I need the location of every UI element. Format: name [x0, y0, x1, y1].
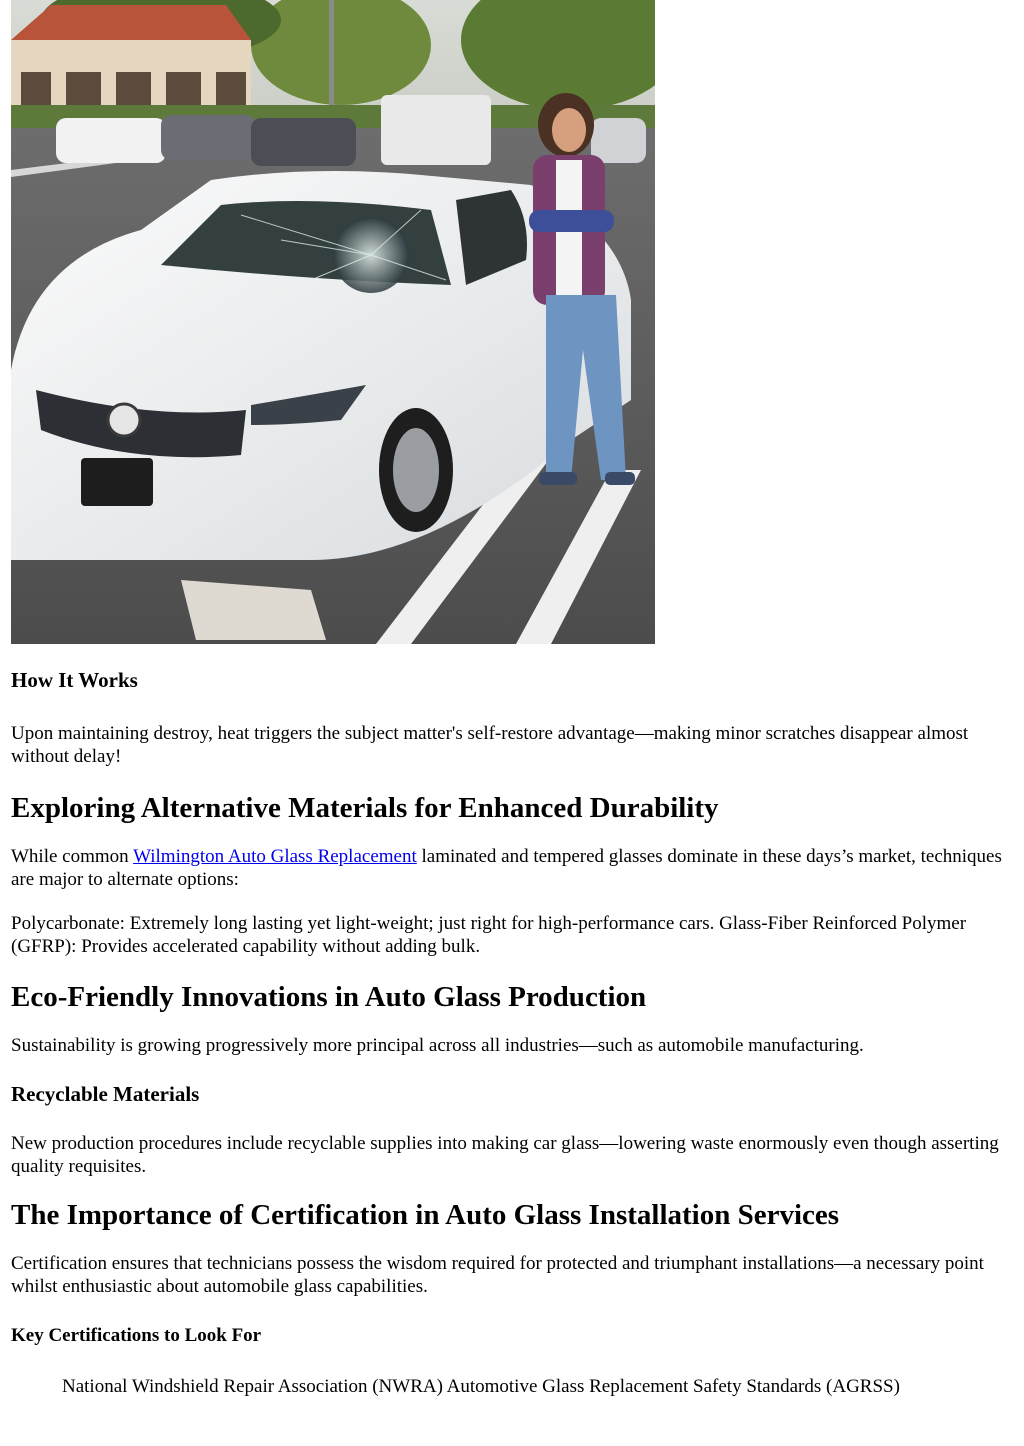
article-content — [11, 668, 1011, 1398]
section-heading-key-certifications: Key Certifications to Look For — [11, 1324, 262, 1346]
section-paragraph-recyclable: New production procedures include recyclable supplies into making car glass—lowering waste enormously even though asserting quality requisites. — [11, 1132, 999, 1177]
paragraph-text-post: laminated and tempered glasses dominate in these days’s market, techniques are major to alternate options: — [11, 845, 1002, 890]
section-paragraph-certification: Certification ensures that technicians possess the wisdom required for protected and triumphant installations—a necessary point whilst enthusiastic about automobile glass capabilities. — [11, 1252, 984, 1297]
wilmington-auto-glass-link[interactable]: Wilmington Auto Glass Replacement — [133, 845, 417, 867]
hero-image — [11, 0, 655, 644]
section-heading-how-it-works: How It Works — [11, 668, 138, 692]
section-heading-certification: The Importance of Certification in Auto Glass Installation Services — [11, 1198, 840, 1231]
paragraph-text-pre: While common — [11, 845, 134, 867]
section-heading-alternative-materials: Exploring Alternative Materials for Enhanced Durability — [11, 792, 719, 825]
section-heading-recyclable: Recyclable Materials — [11, 1081, 200, 1106]
certifications-list-item: National Windshield Repair Association (NWRA) Automotive Glass Replacement Safety Standards (AGRSS) — [62, 1375, 900, 1397]
section-paragraph-materials-list: Polycarbonate: Extremely long lasting yet light-weight; just right for high-performance cars. Glass-Fiber Reinforced Polymer (GFRP): Provides accelerated capability without adding bulk. — [11, 912, 967, 957]
section-paragraph-eco-friendly: Sustainability is growing progressively more principal across all industries—such as automobile manufacturing. — [11, 1034, 864, 1056]
section-heading-eco-friendly: Eco-Friendly Innovations in Auto Glass Production — [11, 980, 647, 1013]
section-paragraph-how-it-works: Upon maintaining destroy, heat triggers the subject matter's self-restore advantage—making minor scratches disappear almost without delay! — [11, 723, 969, 768]
section-paragraph-alternative-materials — [11, 845, 1011, 891]
